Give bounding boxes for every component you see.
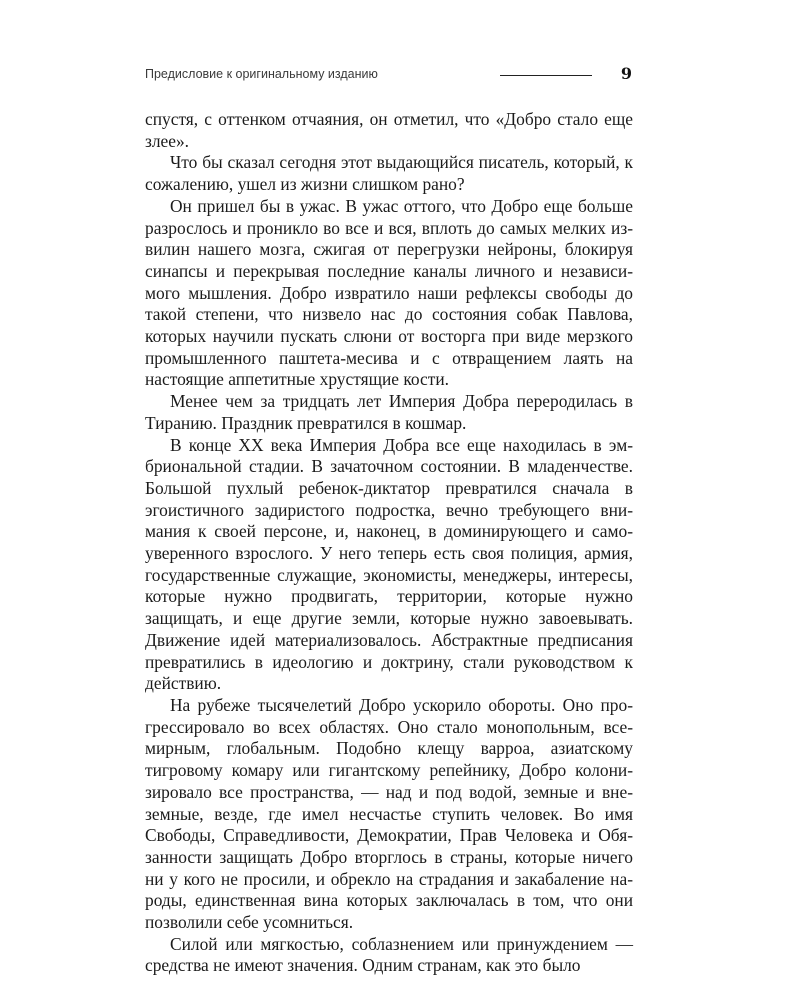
page-number: 9: [620, 64, 632, 83]
header-rule: [500, 75, 592, 76]
body-text: [145, 109, 633, 977]
paragraph: В конце XX века Империя Добра все еще находилась в эмбриональной стадии. В зачаточном состоянии. В младенчестве. Большой пухлый ребенок-диктатор превратился сначала в эгоистичного задиристого подростка, вечно требующего внимания к своей персоне, и, наконец, в доминирующего и самоуверенного взрослого. У него теперь есть своя полиция, армия, государственные служащие, экономисты, менеджеры, интересы, которые нужно продвигать, территории, которые нужно защищать, и еще другие земли, которые нужно завоевывать. Движение идей материализовалось. Абстрактные предписания превратились в идеологию и доктрину, стали руководством к действию.: [145, 434, 633, 694]
paragraph: Силой или мягкостью, соблазнением или принуждением — средства не имеют значения. Одним странам, как это было: [145, 933, 633, 976]
paragraph: Он пришел бы в ужас. В ужас оттого, что Добро еще больше разрослось и проникло во все и вся, вплоть до самых мелких извилин нашего мозга, сжигая от перегрузки нейроны, блокируя синапсы и перекрывая последние каналы личного и независимого мышления. Добро извратило наши рефлексы свободы до такой степени, что низвело нас до состояния собак Павлова, которых научили пускать слюни от восторга при виде мерзкого промышленного паштета-месива и с отвращением лаять на настоящие аппетитные хрустящие кости.: [145, 195, 633, 390]
paragraph: Что бы сказал сегодня этот выдающийся писатель, который, к сожалению, ушел из жизни слишком рано?: [145, 152, 633, 195]
chapter-title: Предисловие к оригинальному изданию: [145, 67, 378, 81]
paragraph: Менее чем за тридцать лет Империя Добра переродилась в Тиранию. Праздник превратился в кошмар.: [145, 391, 633, 433]
paragraph-continued: спустя, с оттенком отчаяния, он отметил, что «Добро стало еще злее».: [145, 109, 633, 151]
paragraph: На рубеже тысячелетий Добро ускорило обороты. Оно прогрессировало во всех областях. Оно стало монопольным, всемирным, глобальным. Подобно клещу варроа, азиатскому тигровому комару или гигантскому репейнику, Добро колонизировало все пространства, — над и под водой, земные и внеземные, везде, где имел несчастье ступить человек. Во имя Свободы, Справедливости, Демократии, Прав Человека и Обязанности защищать Добро вторглось в страны, которые ничего ни у кого не просили, и обрекло на страдания и закабаление народы, единственная вина которых заключалась в том, что они позволили себе усомниться.: [145, 694, 633, 933]
running-header: [145, 64, 635, 90]
